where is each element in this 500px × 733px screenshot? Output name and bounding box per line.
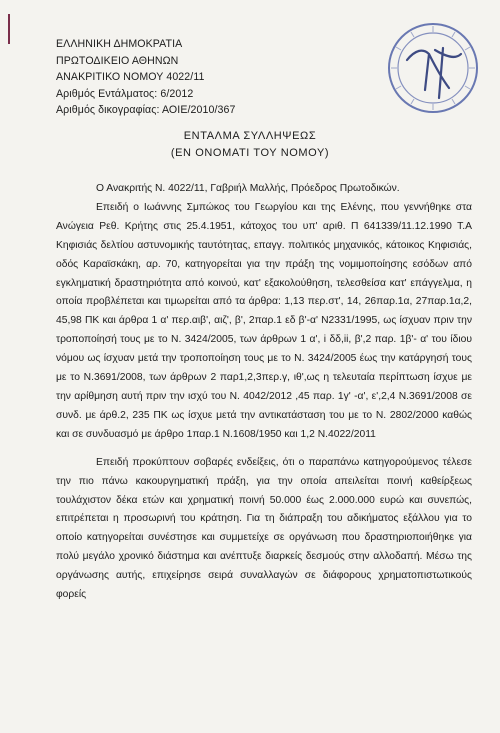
charges-paragraph: Επειδή ο Ιωάννης Σμπώκος του Γεωργίου και της Ελένης, που γεννήθηκε στα Ανώγεια Ρεθ. Κρήτης στις 25.4.1951, κάτοχος του υπ' αριθ. Π 641339/11.12.1990 Τ.Α Κηφισιάς δελτίου αστυνομικής ταυτότητας, επαγγ. πολιτικός μηχανικός, κάτοικος Κηφισιάς, οδός Καραϊσκάκη, αρ. 70, κατηγορείται για την πράξη της νομιμοποίησης εσόδων από εγκληματική δραστηριότητα από κοινού, κατ' εξακολούθηση, τελεσθείσα κατ' επάγγελμα, η οποία προβλέπεται και τιμωρείται από τα άρθρα: 1,13 περ.στ', 14, 26παρ.1α, 27παρ.1α,2, 45,98 ΠΚ και άρθρα 1 α' περ.αιβ', αιζ', β', 2παρ.1 εδ β'-α' Ν2331/1995, ως ίσχυαν πριν την τροποποίησή τους με το Ν. 3424/2005, των άρθρων 1 α', i δδ,ii, β',2 παρ. 1β'- α' του ίδιου νόμου ως ίσχυαν μετά την τροποποίηση τους με το Ν. 3424/2005 έως την κατάργησή τους με το Ν.3691/2008, των άρθρων 2 παρ1,2,3περ.γ, ιθ',ως η τελευταία περίπτωση ίσχυε με την αρίθμηση αυτή πριν την ισχύ του Ν. 4042/2012 ,45 παρ. 1γ' -α', ε',2,4 Ν.3691/2008 σε συνδ. με άρθ.2, 235 ΠΚ ως ίσχυε μετά την αντικατάσταση του με το Ν. 2802/2000 καθώς και σε συνδυασμό με άρθρο 1παρ.1 Ν.1608/1950 και 1,2 Ν.4022/2011 xyxy=(56,201,472,440)
header-case-number: Αριθμός δικογραφίας: ΑΟΙΕ/2010/367 xyxy=(56,104,236,117)
court-seal-with-signature xyxy=(385,20,481,116)
warrant-title: ΕΝΤΑΛΜΑ ΣΥΛΛΗΨΕΩΣ xyxy=(183,130,317,142)
grounds-paragraph: Επειδή προκύπτουν σοβαρές ενδείξεις, ότι ο παραπάνω κατηγορούμενος τέλεσε την πιο πάνω κακουργηματική πράξη, για την οποία απειλείται ποινή καθείρξεως τουλάχιστον δέκα ετών και χρηματική ποινή 50.000 έως 2.000.000 ευρώ και συνεπώς, επιτρέπεται η προσωρινή του κράτηση. Για τη διάπραξη του αδικήματος εξάλλου για το οποίο κατηγορείται συνέστησε και συμμετείχε σε οργάνωση που δραστηριοποιήθηκε για πολύ μεγάλο χρονικό διάστημα και ανέπτυξε διαρκείς δεσμούς στην αλλοδαπή. Μέσω της οργάνωσης αυτής, επιχείρησε σειρά συναλλαγών σε διάφορους χρηματοπιστωτικούς φορείς xyxy=(56,456,472,601)
warrant-subtitle: (ΕΝ ΟΝΟΜΑΤΙ ΤΟΥ ΝΟΜΟΥ) xyxy=(170,147,330,159)
header-court: ΠΡΩΤΟΔΙΚΕΙΟ ΑΘΗΝΩΝ xyxy=(56,54,179,67)
header-investigator-office: ΑΝΑΚΡΙΤΙΚΟ ΝΟΜΟΥ 4022/11 xyxy=(56,71,205,84)
header-republic: ΕΛΛΗΝΙΚΗ ΔΗΜΟΚΡΑΤΙΑ xyxy=(56,38,183,50)
margin-ink-mark xyxy=(8,14,10,44)
header-warrant-number: Αριθμός Εντάλματος: 6/2012 xyxy=(56,87,194,100)
warrant-body xyxy=(56,180,472,605)
document-header xyxy=(56,36,236,119)
investigator-line: Ο Ανακριτής Ν. 4022/11, Γαβριήλ Μαλλής, Πρόεδρος Πρωτοδικών. xyxy=(96,183,400,194)
